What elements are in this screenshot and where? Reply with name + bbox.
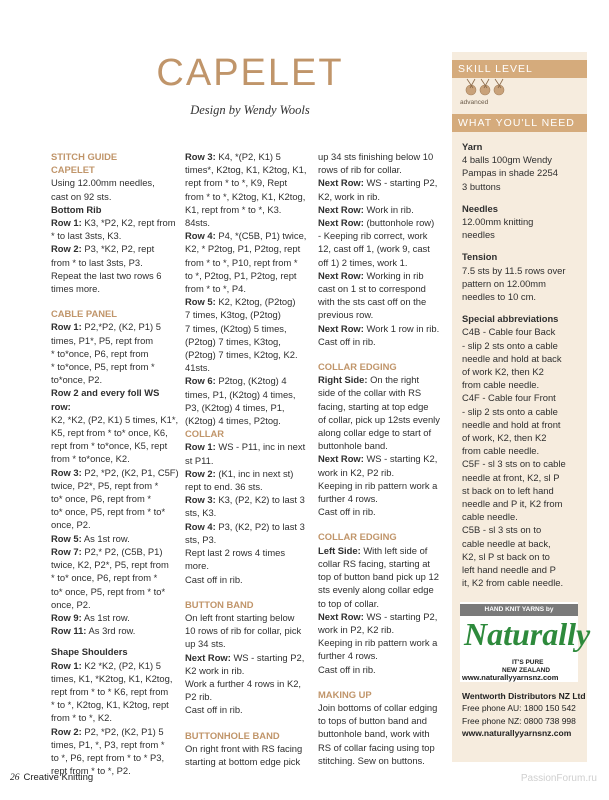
row	[51, 624, 181, 637]
line: needle and P it, K2 from	[462, 498, 563, 510]
magazine-name: Creative Knitting	[23, 772, 94, 783]
line: On right front with RS facing	[185, 742, 303, 754]
heading-making-up: MAKING UP	[318, 688, 372, 700]
row-text: K3, *P2, K2, rept from	[81, 217, 176, 229]
spacer	[318, 676, 450, 688]
line: C4B - Cable four Back	[462, 326, 556, 338]
line: times, P1*, P5, rept from	[51, 334, 154, 346]
line: cable needle at back,	[462, 537, 551, 549]
line: Cast off in rib.	[185, 573, 243, 585]
line: work in K2, P2 rib.	[318, 466, 395, 478]
row	[318, 216, 450, 229]
logo-wordmark: Naturally	[464, 616, 591, 652]
line: Cast off in rib.	[318, 663, 376, 675]
line: 3 buttons	[462, 180, 501, 192]
row-label: Row 4:	[185, 230, 216, 242]
page-title: CAPELET	[156, 52, 344, 94]
line: to* once, P6, rept from *	[51, 493, 152, 505]
naturally-logo	[460, 602, 591, 682]
line: work in P2, K2 rib.	[318, 623, 395, 635]
line: Cast off in rib.	[318, 506, 376, 518]
line: * to last 3sts, K3.	[51, 230, 122, 242]
line: pattern on 12.00mm	[462, 277, 546, 289]
row-label: Row 2:	[51, 243, 82, 255]
row-label: Next Row:	[318, 453, 364, 465]
distributor-url: www.naturallyyarnsnz.com	[462, 727, 572, 738]
line: with the sts cast off on the	[318, 296, 427, 308]
watermark: PassionForum.ru	[520, 773, 597, 784]
line: C5F - sl 3 sts on to cable	[462, 458, 566, 470]
line: cast on 1 st to correspond	[318, 283, 426, 295]
line: needle at front, K2, sl P	[462, 471, 560, 483]
row-label: Row 4:	[185, 520, 216, 532]
page-footer	[10, 772, 93, 783]
row	[51, 611, 181, 624]
yarn-title: Yarn	[462, 141, 483, 152]
line: facing, starting at top edge	[318, 400, 429, 412]
row-text: P2,* P2, (C5B, P1)	[81, 545, 163, 557]
row	[185, 440, 317, 453]
line: from * to *, P4.	[185, 283, 246, 295]
row-label: Row 9:	[51, 611, 82, 623]
line: needles	[462, 229, 495, 241]
heading-buttonhole-band: BUTTONHOLE BAND	[185, 729, 280, 741]
row-text: WS - P11, inc in next	[215, 441, 306, 453]
line: up 34 sts.	[185, 638, 226, 650]
page-number: 26	[10, 773, 20, 783]
line: K2, work in rib.	[318, 190, 380, 202]
distributor-phone-au: Free phone AU: 1800 150 542	[462, 703, 576, 714]
row-text: P3, (K2, P2) to last 3	[215, 520, 305, 532]
row-text: WS - starting K2,	[363, 453, 438, 465]
line: rept to end. 36 sts.	[185, 481, 263, 493]
distributor-phone-nz: Free phone NZ: 0800 738 998	[462, 715, 576, 726]
line: rept from * to*once, K5, rept	[51, 440, 168, 452]
line: buttonhole band, work with	[318, 728, 430, 740]
line: C4F - Cable four Front	[462, 392, 556, 404]
line: - slip 2 sts onto a cable	[462, 339, 558, 351]
row-label: Row 3:	[51, 466, 82, 478]
column-1	[51, 150, 181, 777]
line: K2, *K2, (P2, K1) 5 times, K1*,	[51, 413, 179, 425]
line: needle and hold at back	[462, 352, 562, 364]
row-text: Work 1 row in rib.	[363, 322, 440, 334]
row-label: Next Row:	[318, 269, 364, 281]
row-label: Row 1:	[51, 217, 82, 229]
line: Cast off in rib.	[185, 704, 243, 716]
line: to*once, P2.	[51, 374, 103, 386]
line: further 4 rows.	[318, 650, 378, 662]
row-text: As 1st row.	[81, 611, 130, 623]
row-label: Row 5:	[51, 532, 82, 544]
line: Join bottoms of collar edging	[318, 701, 438, 713]
row-text: With left side of	[360, 544, 428, 556]
line: K2, * P2tog, P1, P2tog, rept	[185, 243, 301, 255]
row-label: Row 2 and every foll WS row:	[51, 387, 160, 412]
line: 7 times, (K2tog) 5 times,	[185, 322, 287, 334]
row	[185, 295, 317, 308]
skill-level-band: SKILL LEVEL	[452, 60, 587, 78]
line: Using 12.00mm needles,	[51, 177, 155, 189]
logo-tagline: NEW ZEALAND	[502, 667, 551, 674]
line: C5B - sl 3 sts on to	[462, 524, 542, 536]
row-text: P3, *K2, P2, rept	[81, 243, 155, 255]
row	[318, 269, 450, 282]
row-text: As 3rd row.	[86, 625, 136, 637]
line: P2 rib.	[185, 691, 213, 703]
line: K2 work in rib.	[185, 664, 245, 676]
line: st back on to left hand	[462, 484, 554, 496]
distributor-name: Wentworth Distributors NZ Ltd	[462, 691, 586, 701]
row	[318, 203, 450, 216]
line: 84sts.	[185, 217, 211, 229]
line: twice, K2, P2*, P5, rept from	[51, 559, 169, 571]
subheading-bottom-rib: Bottom Rib	[51, 203, 102, 215]
logo-url: www.naturallyyarnsnz.com	[462, 673, 559, 682]
heading-cable-panel: CABLE PANEL	[51, 308, 117, 320]
line: it, K2 from cable needle.	[462, 577, 564, 589]
row	[185, 520, 317, 533]
row	[51, 466, 181, 479]
line: once, P2.	[51, 519, 91, 531]
row-label: Row 1:	[51, 659, 82, 671]
line: * to*once, P6, rept from	[51, 347, 149, 359]
row-label: Row 5:	[185, 296, 216, 308]
row	[51, 725, 181, 738]
line: 12.00mm knitting	[462, 216, 534, 228]
row-label: Next Row:	[318, 322, 364, 334]
row	[51, 216, 181, 229]
line: sts evenly along collar edge	[318, 584, 434, 596]
line: times, K1, *K2tog, K1, K2tog,	[51, 672, 173, 684]
spacer	[185, 586, 317, 598]
line: * to* once, P6, rept from *	[51, 572, 158, 584]
line: of work, K2, then K2	[462, 432, 547, 444]
row	[318, 544, 450, 557]
designer-byline: Design by Wendy Wools	[190, 103, 310, 117]
line: On left front starting below	[185, 611, 295, 623]
line: P3, (K2tog) 4 times, P1,	[185, 401, 285, 413]
line: Keeping in rib pattern work a	[318, 479, 438, 491]
line: - slip 2 sts onto a cable	[462, 405, 558, 417]
row-text: WS - starting P2,	[363, 610, 438, 622]
line: * to *, K2tog, K1, K2tog, rept	[51, 699, 169, 711]
yarn-ball-icon	[464, 77, 506, 99]
line: K5, rept from * to* once, K6,	[51, 427, 168, 439]
line: to *, P2tog, P1, P2tog, rept	[185, 269, 297, 281]
row-text: K2, K2tog, (P2tog)	[215, 296, 296, 308]
heading-collar: COLLAR	[185, 428, 225, 440]
line: up 34 sts finishing below 10	[318, 151, 434, 162]
line: sts, P3.	[185, 533, 217, 545]
row	[185, 467, 317, 480]
line: from cable needle.	[462, 379, 540, 391]
row	[318, 452, 450, 465]
line: 12, cast off 1, (work 9, cast	[318, 243, 430, 255]
row-text: P2, *P2, (K2, P1) 5	[81, 725, 164, 737]
spacer	[462, 241, 584, 250]
line: times, P1, (K2tog) 4 times,	[185, 388, 296, 400]
row-text: As 1st row.	[81, 532, 130, 544]
line: to* once, P5, rept from * to*	[51, 585, 166, 597]
line: Pampas in shade 2254	[462, 167, 558, 179]
row-label: Next Row:	[318, 610, 364, 622]
row-text: K4, *(P2, K1) 5	[215, 151, 281, 162]
row	[51, 532, 181, 545]
line: to* once, P5, rept from * to*	[51, 506, 166, 518]
line: of collar, pick up 12sts evenly	[318, 413, 440, 425]
line: K2, sl P st back on to	[462, 550, 550, 562]
spacer	[318, 518, 450, 530]
row	[51, 659, 181, 672]
line: rept from * to *, P2.	[51, 765, 131, 777]
line: (P2tog) 7 times, K3tog,	[185, 335, 281, 347]
line: needle and hold at front	[462, 418, 561, 430]
line: sts, K3.	[185, 507, 217, 519]
row-label: Next Row:	[185, 651, 231, 663]
row	[318, 176, 450, 189]
line: Repeat the last two rows 6	[51, 269, 162, 281]
line: Rept last 2 rows 4 times	[185, 547, 286, 559]
row-text: P2, *P2, (K2, P1, C5F)	[81, 466, 179, 478]
line: 41sts.	[185, 362, 211, 374]
needles-title: Needles	[462, 202, 498, 214]
skill-level-value: advanced	[460, 99, 489, 106]
row	[51, 242, 181, 255]
line: to top of collar.	[318, 597, 379, 609]
row-label: Right Side:	[318, 374, 368, 386]
row	[51, 320, 181, 333]
tension-title: Tension	[462, 251, 498, 263]
column-3	[318, 150, 450, 767]
row-label: Row 2:	[185, 467, 216, 479]
row-text: Work in rib.	[363, 203, 414, 215]
row	[185, 229, 317, 242]
line: 7.5 sts by 11.5 rows over	[462, 264, 566, 276]
spacer	[462, 193, 584, 202]
row-text: K3, (P2, K2) to last 3	[215, 494, 305, 506]
row	[318, 322, 450, 335]
line: needles to 10 cm.	[462, 291, 537, 303]
materials-list	[462, 140, 584, 590]
distributor-info	[462, 690, 586, 739]
row-text: WS - starting P2,	[363, 177, 438, 189]
line: further 4 rows.	[318, 493, 378, 505]
row	[318, 373, 450, 386]
heading-collar-edging-left: COLLAR EDGING	[318, 531, 397, 543]
row-label: Row 3:	[185, 494, 216, 506]
line: (P2tog) 7 times, K2tog, K2.	[185, 349, 298, 361]
row-label: Row 2:	[51, 725, 82, 737]
line: more.	[185, 560, 209, 572]
line: once, P2.	[51, 598, 91, 610]
line: from * to*once, K2.	[51, 453, 130, 465]
line: buttonhole band.	[318, 440, 388, 452]
spacer	[51, 295, 181, 307]
line: from cable needle.	[462, 445, 540, 457]
line: 7 times, K3tog, (P2tog)	[185, 309, 281, 321]
column-2	[185, 150, 317, 768]
line: to *, P6, rept from * to * P3,	[51, 751, 165, 763]
line: twice, P2*, P5, rept from *	[51, 479, 159, 491]
row	[185, 651, 317, 664]
heading-collar-edging-right: COLLAR EDGING	[318, 361, 397, 373]
line: left hand needle and P	[462, 564, 556, 576]
line: times more.	[51, 283, 100, 295]
line: K1, rept from * to *, K3.	[185, 203, 282, 215]
line: times, P1, *, P3, rept from *	[51, 738, 165, 750]
line: top of button band pick up 12	[318, 571, 439, 583]
spacer	[51, 637, 181, 645]
what-you-need-band: WHAT YOU'LL NEED	[452, 114, 587, 132]
line: Work a further 4 rows in K2,	[185, 677, 302, 689]
line: rept from * to * K6, rept from	[51, 685, 169, 697]
row-label: Left Side:	[318, 544, 361, 556]
line: from * to *, K2.	[51, 712, 112, 724]
line: 10 rows of rib for collar, pick	[185, 625, 302, 637]
line: collar RS facing, starting at	[318, 557, 431, 569]
row-label: Row 7:	[51, 545, 82, 557]
line: cable needle.	[462, 511, 518, 523]
line: from * to *, P10, rept from *	[185, 256, 298, 268]
line: times*, K2tog, K1, K2tog, K1,	[185, 164, 307, 176]
heading-stitch-guide: STITCH GUIDE	[51, 151, 118, 162]
line: starting at bottom edge pick	[185, 755, 301, 767]
spacer	[318, 348, 450, 360]
row	[51, 545, 181, 558]
spacer	[185, 717, 317, 729]
line: off 1) 2 times, work 1.	[318, 256, 408, 268]
line: * to*once, P5, rept from *	[51, 361, 155, 373]
row-label: Next Row:	[318, 217, 364, 229]
row-text: P2tog, (K2tog) 4	[215, 375, 287, 387]
line: - Keeping rib correct, work	[318, 230, 428, 242]
row-label: Row 3:	[185, 151, 216, 162]
row	[318, 610, 450, 623]
row-text: (K1, inc in next st)	[215, 467, 294, 479]
heading-button-band: BUTTON BAND	[185, 598, 254, 610]
row-label: Row 1:	[185, 441, 216, 453]
row-label: Row 6:	[185, 375, 216, 387]
line: RS of collar facing using top	[318, 741, 435, 753]
row-label: Next Row:	[318, 177, 364, 189]
row-text: Working in rib	[363, 269, 424, 281]
line: previous row.	[318, 309, 374, 321]
logo-tagline: IT'S PURE	[512, 659, 544, 666]
subheading-shape-shoulders: Shape Shoulders	[51, 646, 128, 658]
line: along collar edge to start of	[318, 427, 432, 439]
row-label: Next Row:	[318, 203, 364, 215]
row-text: P2,*P2, (K2, P1) 5	[81, 321, 161, 333]
line: rows of rib for collar.	[318, 164, 402, 176]
line: 4 balls 100gm Wendy	[462, 154, 552, 166]
row-label: Row 11:	[51, 625, 87, 637]
line: Cast off in rib.	[318, 335, 376, 347]
line: (K2tog) 4 times, P2tog.	[185, 415, 281, 427]
abbreviations-title: Special abbreviations	[462, 313, 559, 325]
row	[185, 493, 317, 506]
spacer	[462, 303, 584, 312]
line: rept from * to *, K9, Rept	[185, 177, 288, 189]
line: to tops of button band and	[318, 715, 427, 727]
line: stitching. Sew on buttons.	[318, 754, 425, 766]
line: cast on 92 sts.	[51, 190, 112, 202]
row-text: P4, *(C5B, P1) twice,	[215, 230, 307, 242]
row-label: Row 1:	[51, 321, 82, 333]
row-text: K2 *K2, (P2, K1) 5	[81, 659, 161, 671]
line: st P11.	[185, 454, 214, 466]
row	[185, 150, 317, 163]
row-text: On the right	[367, 374, 420, 386]
row-text: WS - starting P2,	[230, 651, 305, 663]
logo-strip: HAND KNIT YARNS by	[460, 604, 578, 616]
line: Keeping in rib pattern work a	[318, 637, 438, 649]
line: side of the collar with RS	[318, 387, 422, 399]
row-text: (buttonhole row)	[363, 217, 435, 229]
line: from * to last 3sts, P3.	[51, 256, 143, 268]
heading-capelet: CAPELET	[51, 164, 95, 176]
row	[185, 374, 317, 387]
line: from * to *, K2tog, K1, K2tog,	[185, 190, 306, 202]
line: of work K2, then K2	[462, 366, 544, 378]
